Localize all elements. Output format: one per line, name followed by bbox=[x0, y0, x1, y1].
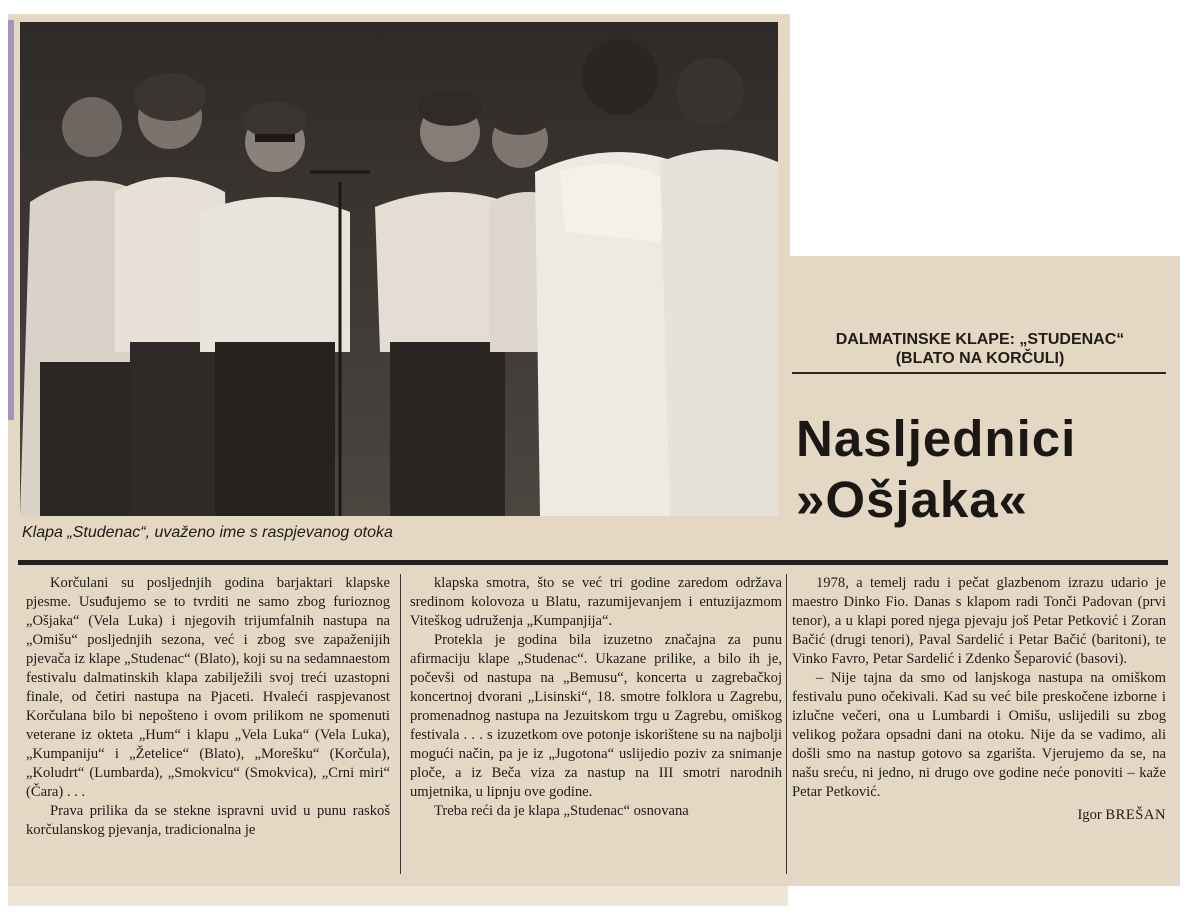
article-paragraph: Prava prilika da se stekne ispravni uvid u punu raskoš korčulanskog pjevanja, tradicionalna je bbox=[26, 803, 390, 838]
kicker-line: DALMATINSKE KLAPE: „STUDENAC“ bbox=[835, 331, 1125, 348]
photo-caption: Klapa „Studenac“, uvaženo ime s raspjevanog otoka bbox=[22, 524, 393, 541]
headline bbox=[796, 408, 1176, 530]
article-paragraph: Treba reći da je klapa „Studenac“ osnovana bbox=[434, 803, 689, 819]
article-column bbox=[26, 574, 390, 840]
byline-first-name: Igor bbox=[1077, 807, 1102, 823]
article-column bbox=[410, 574, 782, 821]
torn-edge bbox=[8, 886, 788, 906]
klapa-photo bbox=[20, 22, 778, 516]
kicker bbox=[790, 330, 1170, 368]
headline-line: Nasljednici bbox=[796, 410, 1077, 467]
kicker-line: (BLATO NA KORČULI) bbox=[895, 350, 1065, 367]
klapa-photo-illustration bbox=[20, 22, 778, 516]
article-paragraph: Korčulani su posljednjih godina barjaktari klapske pjesme. Usuđujemo se to tvrditi ne samo zbog furioznog „Ošjaka“ (Vela Luka) i njegovih trijumfalnih nastupa na „Omišu“ posljednjih sezona, već i zbog sve zapaženijih pjevača iz klape „Studenac“ (Blato), koji su na sedamnaestom festivalu dalmatinskih klapa zabilježili svoj treći uzastopni finale, od četiri nastupa na Pjaceti. Hvaleći raspjevanost Korčulana bilo bi nepošteno i ovom prilikom ne spomenuti veterane iz okteta „Hum“ i klapu „Vela Luka“ (Vela Luka), „Kumpaniju“ i „Žetelice“ (Blato), „Morešku“ (Korčula), „Koludrt“ (Lumbarda), „Smokvicu“ (Smokvica), „Crni miri“ (Čara) . . . bbox=[26, 575, 390, 800]
article-paragraph: – Nije tajna da smo od lanjskoga nastupa na omiškom festivalu puno očekivali. Kad su već bile preskočene izborne i izlučne večeri, ona u Lumbardi i Omišu, uslijedili su zbog velikog požara opsadni dani na otoku. Nije da se vadimo, ali došli smo na nastup gotovo sa zgarišta. Vjerujemo da se, na našu sreću, ni jedno, ni drugo ove godine neće ponoviti – kaže Petar Petković. bbox=[792, 670, 1166, 800]
headline-line: »Ošjaka« bbox=[796, 471, 1029, 528]
article-paragraph: 1978, a temelj radu i pečat glazbenom izrazu udario je maestro Dinko Fio. Danas s klapom radi Tonči Padovan (prvi tenor), a u klapi pored njega pjevaju još Petar Petković i Zoran Bačić (drugi tenori), Paval Sardelić i Petar Bačić (baritoni), te Vinko Favro, Petar Sardelić i Zdenko Šeparović (basovi). bbox=[792, 575, 1166, 667]
ink-stain bbox=[8, 20, 14, 420]
divider bbox=[18, 560, 1168, 565]
byline-surname: BREŠAN bbox=[1105, 807, 1166, 823]
article-paragraph: Protekla je godina bila izuzetno značajna za punu afirmaciju klape „Studenac“. Ukazane prilike, a bilo ih je, počevši od nastupa na „Bemusu“, koncerta u zagrebačkoj koncertnoj dvorani „Lisinski“, 18. smotre folklora u Zagrebu, promenadnog nastupa na Jezuitskom trgu u Zagrebu, omiškog festivala . . . s izuzetkom ove potonje iskorištene su na najbolji mogući način, pa je iz „Jugotona“ uslijedio poziv za snimanje ploče, a iz Beča viza za nastup na III smotri narodnih umjetnika, u lipnju ove godine. bbox=[410, 632, 782, 800]
article-column bbox=[792, 574, 1166, 825]
byline bbox=[792, 806, 1166, 825]
column-divider bbox=[400, 574, 401, 874]
article-paragraph: klapska smotra, što se već tri godine zaredom održava sredinom kolovoza u Blatu, razumijevanjem i entuzijazmom Viteškog udruženja „Kumpanjija“. bbox=[410, 575, 782, 629]
column-divider bbox=[786, 574, 787, 874]
divider bbox=[792, 372, 1166, 374]
